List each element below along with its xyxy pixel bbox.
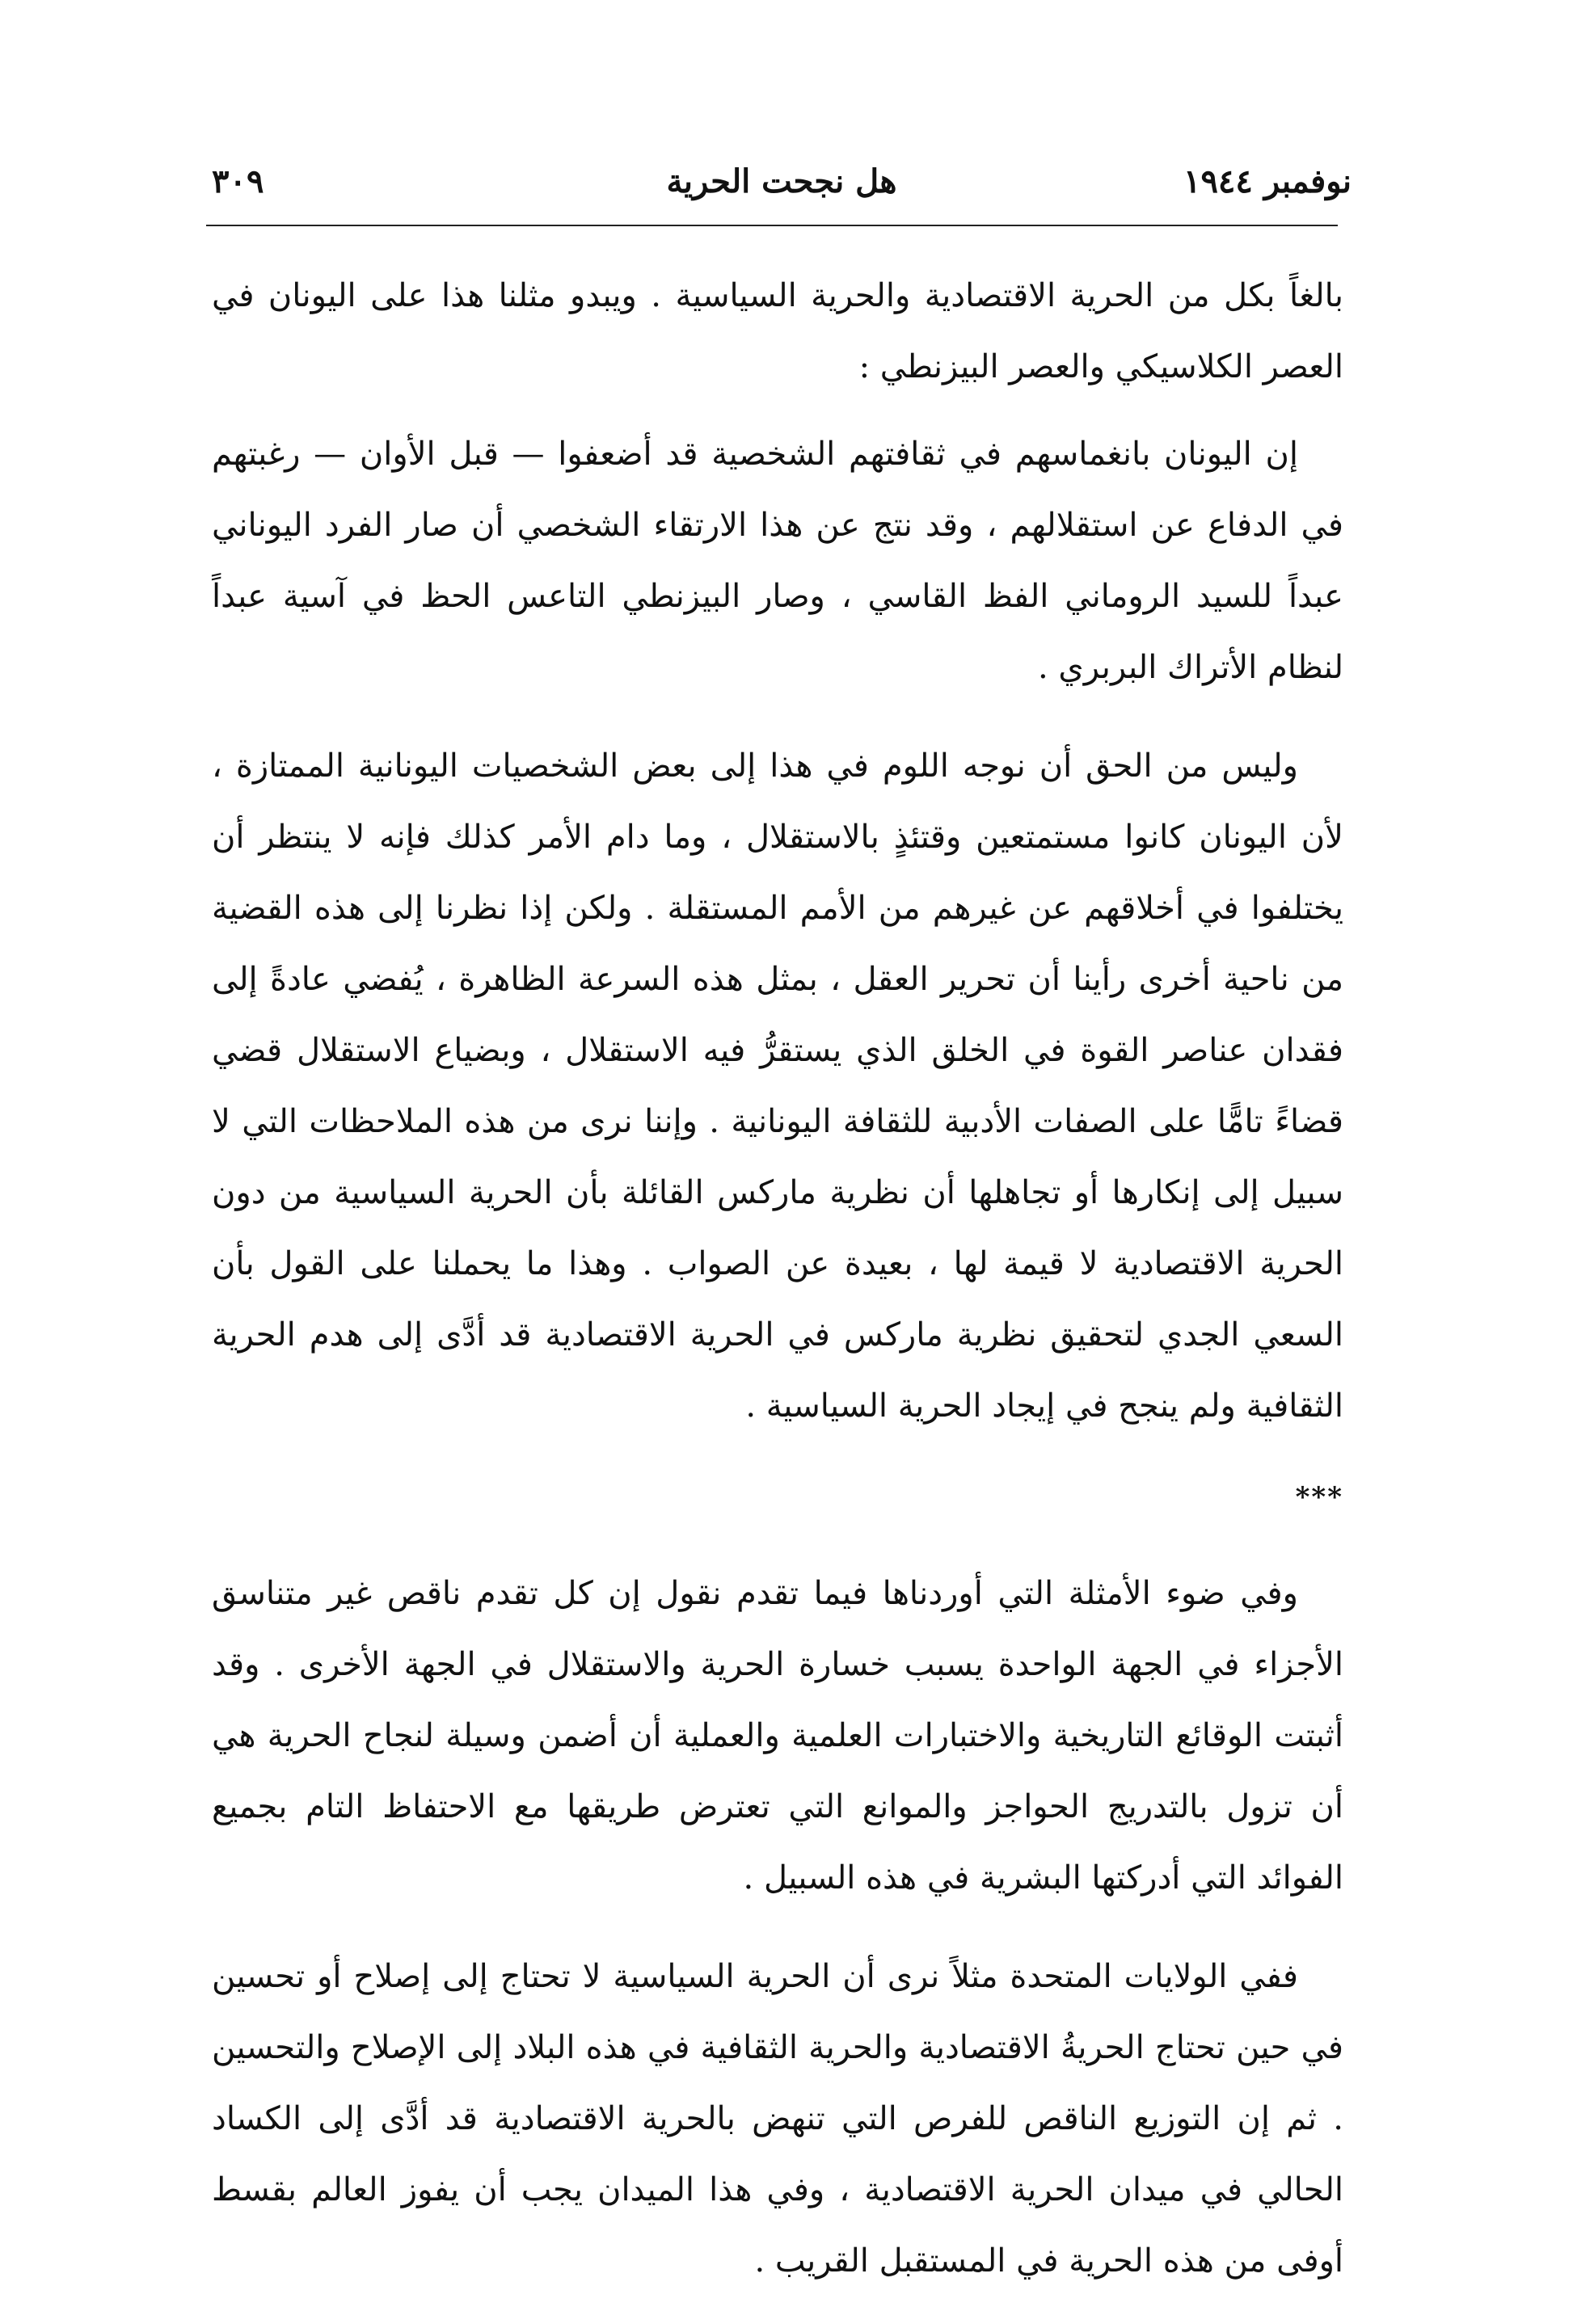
paragraph-intro: بالغاً بكل من الحرية الاقتصادية والحرية السياسية . ويبدو مثلنا هذا على اليونان في العصر الكلاسيكي والعصر البيزنطي :: [212, 277, 1343, 385]
header-date: نوفمبر ١٩٤٤: [1183, 162, 1352, 200]
page-body: [212, 260, 1343, 2324]
paragraph-quote: إن اليونان بانغماسهم في ثقافتهم الشخصية قد أضعفوا — قبل الأوان — رغبتهم في الدفاع عن استقلالهم ، وقد نتج عن هذا الارتقاء الشخصي أن صار الفرد اليوناني عبداً للسيد الروماني الفظ القاسي ، وصار البيزنطي التاعس الحظ في آسية عبداً لنظام الأتراك البربري .: [212, 436, 1343, 686]
paragraph-conclusion: وفي ضوء الأمثلة التي أوردناها فيما تقدم نقول إن كل تقدم ناقص غير متناسق الأجزاء في الجهة الواحدة يسبب خسارة الحرية والاستقلال في الجهة الأخرى . وقد أثبتت الوقائع التاريخية والاختبارات العلمية والعملية أن أضمن وسيلة لنجاح الحرية هي أن تزول بالتدريج الحواجز والموانع التي تعترض طريقها مع الاحتفاظ التام بجميع الفوائد التي أدركتها البشرية في هذه السبيل .: [212, 1575, 1343, 1897]
header-rule: [206, 225, 1338, 226]
header-title: هل نجحت الحرية: [666, 162, 897, 200]
paragraph-united-states: ففي الولايات المتحدة مثلاً نرى أن الحرية السياسية لا تحتاج إلى إصلاح أو تحسين في حين تحتاج الحريةُ الاقتصادية والحرية الثقافية في هذه البلاد إلى الإصلاح والتحسين . ثم إن التوزيع الناقص للفرص التي تنهض بالحرية الاقتصادية قد أدَّى إلى الكساد الحالي في ميدان الحرية الاقتصادية ، وفي هذا الميدان يجب أن يفوز العالم بقسط أوفى من هذه الحرية في المستقبل القريب .: [212, 1958, 1343, 2280]
running-header: [212, 152, 1352, 200]
paragraph-greek-freedom: وليس من الحق أن نوجه اللوم في هذا إلى بعض الشخصيات اليونانية الممتازة ، لأن اليونان كانوا مستمتعين وقتئذٍ بالاستقلال ، وما دام الأمر كذلك فإنه لا ينتظر أن يختلفوا في أخلاقهم عن غيرهم من الأمم المستقلة . ولكن إذا نظرنا إلى هذه القضية من ناحية أخرى رأينا أن تحرير العقل ، بمثل هذه السرعة الظاهرة ، يُفضي عادةً إلى فقدان عناصر القوة في الخلق الذي يستقرُّ فيه الاستقلال ، وبضياع الاستقلال قضي قضاءً تامًّا على الصفات الأدبية للثقافة اليونانية . وإننا نرى من هذه الملاحظات التي لا سبيل إلى إنكارها أو تجاهلها أن نظرية ماركس القائلة بأن الحرية السياسية من دون الحرية الاقتصادية لا قيمة لها ، بعيدة عن الصواب . وهذا ما يحملنا على القول بأن السعي الجدي لتحقيق نظرية ماركس في الحرية الاقتصادية قد أدَّى إلى هدم الحرية الثقافية ولم ينجح في إيجاد الحرية السياسية .: [212, 747, 1343, 1425]
page-number: ٣٠٩: [212, 162, 264, 200]
section-separator: ***: [1295, 1481, 1343, 1514]
